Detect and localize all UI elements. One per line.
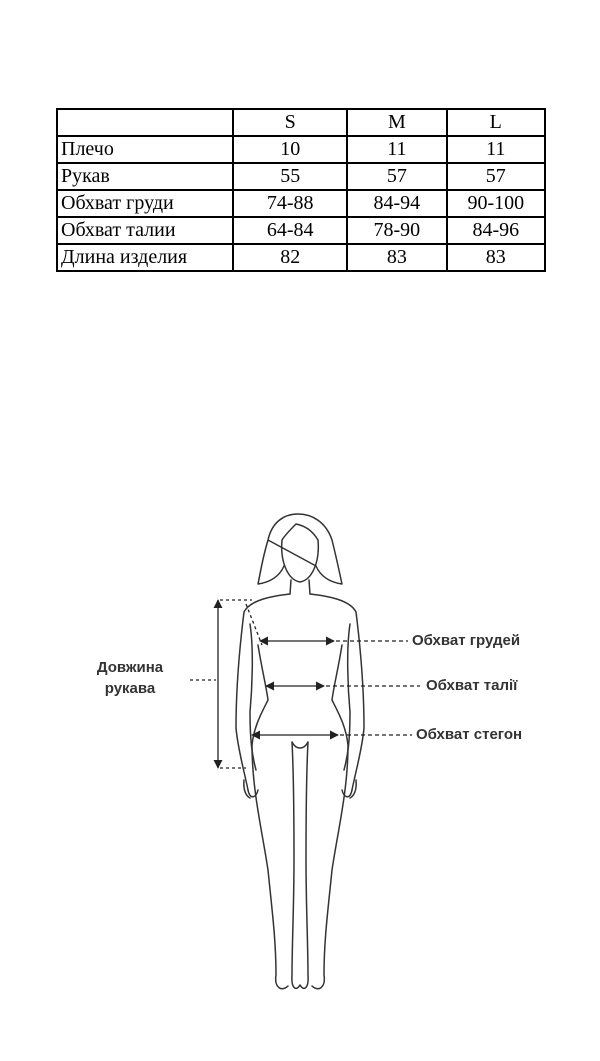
- face-outline: [282, 524, 319, 582]
- bust-label: Обхват грудей: [412, 632, 521, 649]
- cell-value: 11: [447, 136, 545, 163]
- cell-value: 83: [347, 244, 446, 271]
- legs-outline: [292, 742, 308, 988]
- cell-value: 57: [447, 163, 545, 190]
- cell-value: 83: [447, 244, 545, 271]
- hips-label: Обхват стегон: [416, 726, 523, 743]
- row-label: Обхват талии: [57, 217, 233, 244]
- torso-outline: [252, 645, 348, 989]
- row-label: Обхват груди: [57, 190, 233, 217]
- waist-label: Обхват талії: [426, 677, 518, 694]
- cell-value: 55: [233, 163, 347, 190]
- left-arm-outline: [236, 594, 290, 790]
- row-label: Рукав: [57, 163, 233, 190]
- sleeve-length-label-line2: рукава: [104, 680, 156, 697]
- header-cell-l: L: [447, 109, 545, 136]
- row-label: Плечо: [57, 136, 233, 163]
- cell-value: 11: [347, 136, 446, 163]
- cell-value: 10: [233, 136, 347, 163]
- cell-value: 82: [233, 244, 347, 271]
- row-label: Длина изделия: [57, 244, 233, 271]
- cell-value: 90-100: [447, 190, 545, 217]
- header-cell-m: M: [347, 109, 446, 136]
- cell-value: 78-90: [347, 217, 446, 244]
- cell-value: 84-94: [347, 190, 446, 217]
- right-arm-outline: [310, 594, 364, 790]
- cell-value: 64-84: [233, 217, 347, 244]
- sleeve-length-label-line1: Довжина: [96, 659, 164, 676]
- header-cell-s: S: [233, 109, 347, 136]
- cell-value: 74-88: [233, 190, 347, 217]
- sleeve-length-label: [80, 657, 180, 699]
- cell-value: 57: [347, 163, 446, 190]
- cell-value: 84-96: [447, 217, 545, 244]
